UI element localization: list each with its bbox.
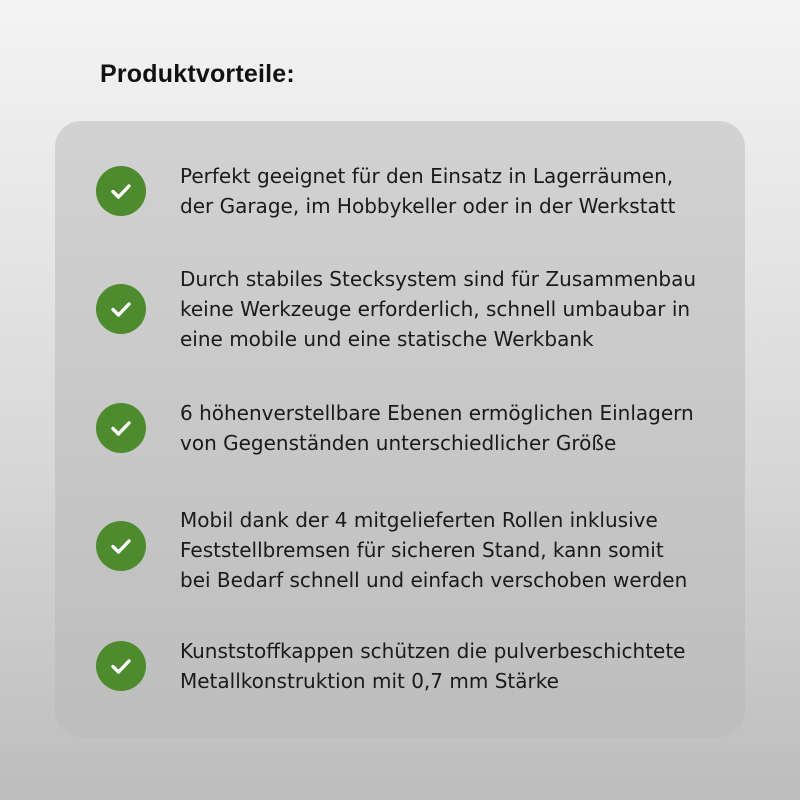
benefit-text: Perfekt geeignet für den Einsatz in Lagerräumen, der Garage, im Hobbykeller oder in der Werkstatt: [180, 164, 676, 218]
checkmark-icon: [96, 284, 146, 334]
checkmark-icon: [96, 521, 146, 571]
benefit-text: 6 höhenverstellbare Ebenen ermöglichen Einlagern von Gegenständen unterschiedlicher Größe: [180, 401, 694, 455]
benefit-item: [55, 260, 745, 380]
benefit-text: Kunststoffkappen schützen die pulverbeschichtete Metallkonstruktion mit 0,7 mm Stärke: [180, 639, 686, 693]
page-title: Produktvorteile:: [100, 60, 295, 88]
benefit-text: Mobil dank der 4 mitgelieferten Rollen inklusive Feststellbremsen für sicheren Stand, kann somit bei Bedarf schnell und einfach verschoben werden: [180, 508, 688, 592]
checkmark-icon: [96, 403, 146, 453]
benefit-item: [55, 499, 745, 619]
checkmark-icon: [96, 641, 146, 691]
benefit-item: [55, 389, 745, 489]
benefits-panel: [55, 121, 745, 737]
benefit-text: Durch stabiles Stecksystem sind für Zusammenbau keine Werkzeuge erforderlich, schnell umbaubar in eine mobile und eine statische Werkbank: [180, 267, 697, 351]
benefit-item: [55, 629, 745, 729]
benefit-item: [55, 141, 745, 241]
checkmark-icon: [96, 166, 146, 216]
